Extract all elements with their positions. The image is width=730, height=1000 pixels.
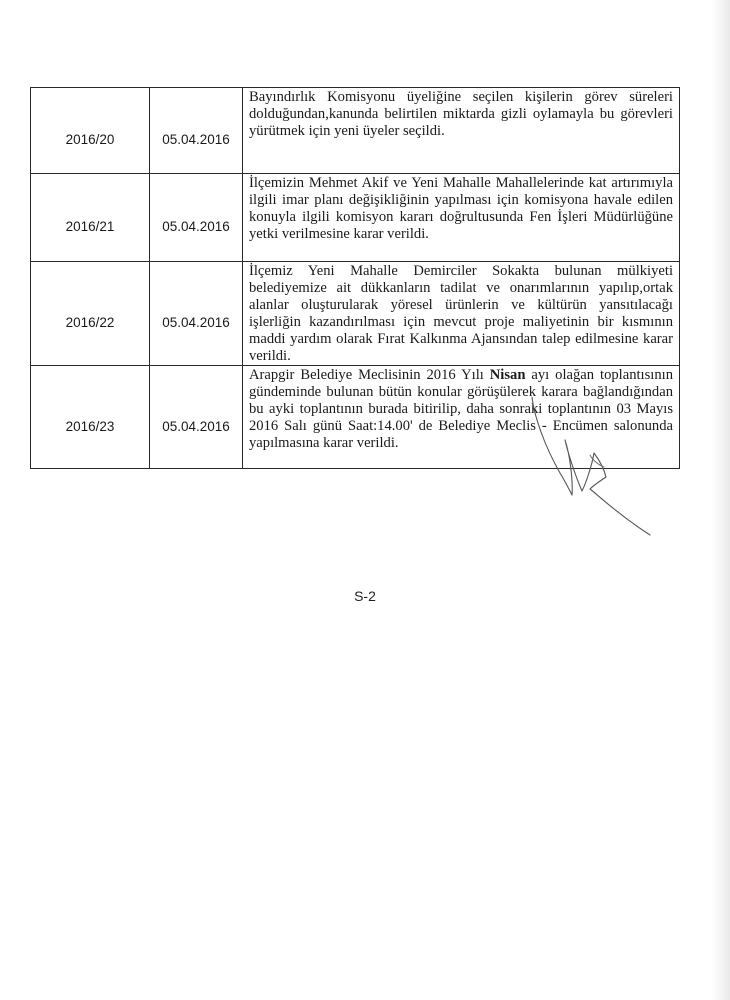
decision-date: 05.04.2016 (150, 262, 243, 366)
page-number: S-2 (354, 588, 376, 604)
signature-scribble (520, 395, 660, 540)
decision-date: 05.04.2016 (150, 88, 243, 174)
table-row (31, 88, 680, 174)
decision-text: İlçemiz Yeni Mahalle Demirciler Sokakta bulunan mülkiyeti belediyemize ait dükkanların tadilat ve onarımlarının yapılıp,ortak alanlar oluşturularak yöresel ürünlerin ve kültürün yansıtılacağı işlerliğin kazandırılması için mevcut proje maliyetinin bir kısmının maddi yardım olarak Fırat Kalkınma Ajansından talep edilmesine karar verildi. (243, 262, 680, 366)
decision-date: 05.04.2016 (150, 366, 243, 469)
decision-text: İlçemizin Mehmet Akif ve Yeni Mahalle Mahallelerinde kat artırımıyla ilgili imar planı değişikliğinin yapılması için komisyona havale edilen konuyla ilgili komisyon kararı doğrultusunda Fen İşleri Müdürlüğüne yetki verilmesine karar verildi. (243, 174, 680, 262)
decision-number: 2016/21 (31, 174, 150, 262)
decision-number: 2016/20 (31, 88, 150, 174)
decision-number: 2016/22 (31, 262, 150, 366)
decision-text-part: Arapgir Belediye Meclisinin 2016 Yılı (249, 367, 490, 383)
decision-text-bold: Nisan (489, 367, 526, 383)
decision-date: 05.04.2016 (150, 174, 243, 262)
decision-number: 2016/23 (31, 366, 150, 469)
scan-edge-shadow (712, 0, 730, 1000)
table-row (31, 174, 680, 262)
decision-text: Bayındırlık Komisyonu üyeliğine seçilen kişilerin görev süreleri dolduğundan,kanunda belirtilen miktarda gizli oylamayla bu görevleri yürütmek için yeni üyeler seçildi. (243, 88, 680, 174)
decision-text-part: ayı olağan toplantısının gündeminde bulunan bütün konular görüşülerek karara bağlandığından bu ayki toplantının burada bitirilip, daha sonraki toplantının 03 Mayıs 2016 Salı günü Saat:14.00' de Belediye Meclis - Encümen salonunda yapılmasına karar verildi. (249, 367, 673, 451)
table-row (31, 262, 680, 366)
